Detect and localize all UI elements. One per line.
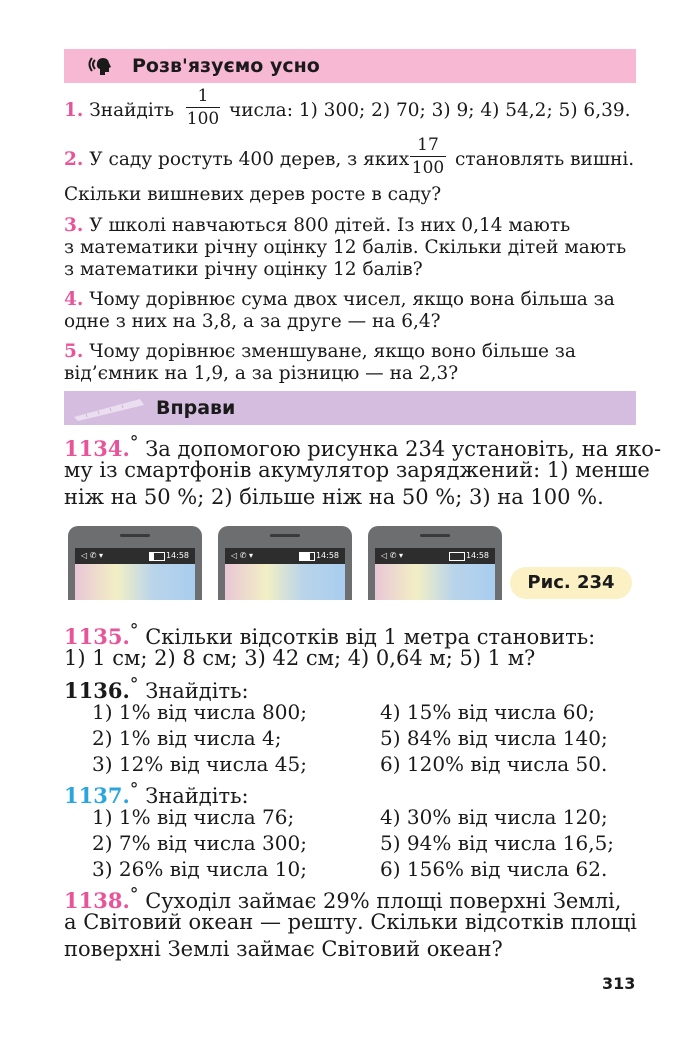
figure-caption: Рис. 234 xyxy=(510,567,632,599)
exercise-1137: 1137.° Знайдіть: xyxy=(64,780,249,808)
battery-icon xyxy=(449,552,465,561)
oral-task-4: 4. Чому дорівнює сума двох чисел, якщо вона більша за xyxy=(64,289,615,310)
speaking-head-icon xyxy=(88,55,114,77)
smartphone-1: ◁ ✆ ▾ 14:58 xyxy=(68,526,202,600)
ruler-icon xyxy=(72,395,146,421)
exercise-1135: 1135.° Скільки відсотків від 1 метра становить: xyxy=(64,621,596,649)
fraction-17-100: 17 100 xyxy=(411,135,445,179)
exercise-1134: 1134.° За допомогою рисунка 234 установіть, на яко- xyxy=(64,433,662,461)
oral-task-1: 1. Знайдіть xyxy=(64,100,175,121)
section-title-oral: Розв'язуємо усно xyxy=(132,55,320,77)
smartphone-2: ◁ ✆ ▾ 14:58 xyxy=(218,526,352,600)
oral-task-2: 2. У саду ростуть 400 дерев, з яких xyxy=(64,149,410,170)
battery-icon xyxy=(149,552,165,561)
oral-task-1-options: числа: 1) 300; 2) 70; 3) 9; 4) 54,2; 5) 6,39. xyxy=(229,100,631,121)
section-header-exercises xyxy=(64,391,636,425)
oral-task-5: 5. Чому дорівнює зменшуване, якщо воно більше за xyxy=(64,341,576,362)
smartphone-3: ◁ ✆ ▾ 14:58 xyxy=(368,526,502,600)
fraction-1-100: 1 100 xyxy=(186,86,220,130)
exercise-1136: 1136.° Знайдіть: xyxy=(64,675,249,703)
status-icons: ◁ ✆ ▾ xyxy=(81,551,103,560)
page-number: 313 xyxy=(602,974,636,993)
section-title-exercises: Вправи xyxy=(156,397,236,419)
section-header-oral xyxy=(64,49,636,83)
battery-icon xyxy=(299,552,315,561)
exercise-1138: 1138.° Суходіл займає 29% площі поверхні Землі, xyxy=(64,885,622,913)
oral-task-3: 3. У школі навчаються 800 дітей. Із них 0,14 мають xyxy=(64,215,571,236)
